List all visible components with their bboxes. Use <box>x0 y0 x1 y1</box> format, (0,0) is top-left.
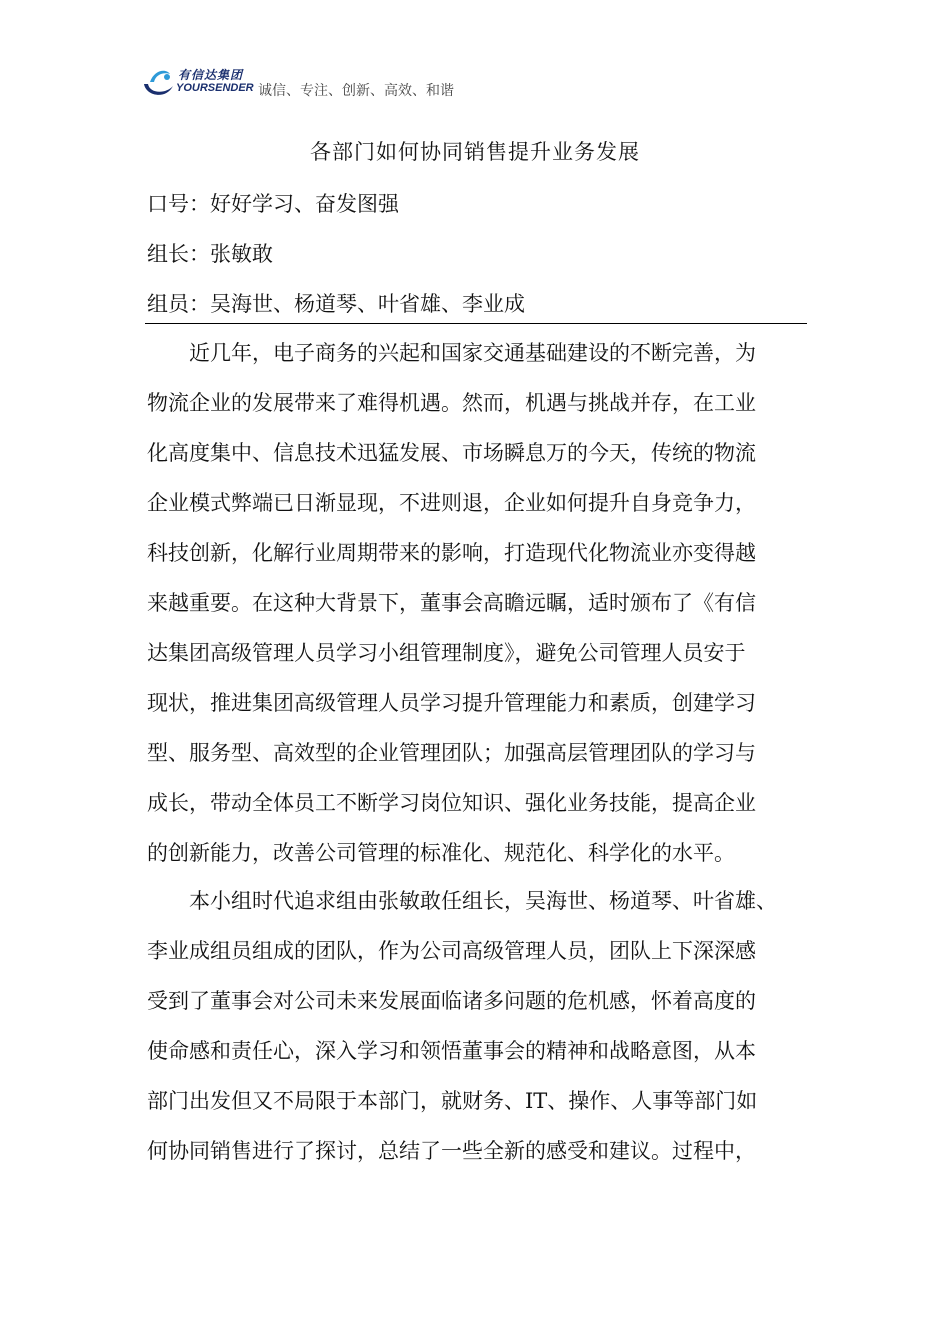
paragraph-line: 达集团高级管理人员学习小组管理制度》，避免公司管理人员安于 <box>147 641 746 665</box>
group-leader: 组长：张敏敢 <box>147 242 273 266</box>
paragraph-line: 受到了董事会对公司未来发展面临诸多问题的危机感，怀着高度的 <box>147 989 756 1013</box>
company-slogan: 诚信、专注、创新、高效、和谐 <box>258 83 454 99</box>
paragraph-line: 现状，推进集团高级管理人员学习提升管理能力和素质，创建学习 <box>147 691 756 715</box>
paragraph-line: 企业模式弊端已日渐显现，不进则退，企业如何提升自身竞争力， <box>147 491 756 515</box>
header-divider <box>145 323 807 324</box>
paragraph-line: 何协同销售进行了探讨，总结了一些全新的感受和建议。过程中， <box>147 1139 756 1163</box>
paragraph-line: 李业成组员组成的团队，作为公司高级管理人员，团队上下深深感 <box>147 939 756 963</box>
group-slogan: 口号：好好学习、奋发图强 <box>147 192 399 216</box>
logo-chinese-name: 有信达集团 <box>178 68 244 82</box>
paragraph-2 <box>147 886 797 1186</box>
paragraph-line: 的创新能力，改善公司管理的标准化、规范化、科学化的水平。 <box>147 841 735 865</box>
paragraph-line: 物流企业的发展带来了难得机遇。然而，机遇与挑战并存，在工业 <box>147 391 756 415</box>
paragraph-1 <box>147 338 797 888</box>
group-members: 组员：吴海世、杨道琴、叶省雄、李业成 <box>147 292 525 316</box>
paragraph-line: 近几年，电子商务的兴起和国家交通基础建设的不断完善，为 <box>147 341 756 365</box>
logo-english-name: YOURSENDER <box>176 82 254 94</box>
company-logo-icon <box>140 64 176 100</box>
paragraph-line: 成长，带动全体员工不断学习岗位知识、强化业务技能，提高企业 <box>147 791 756 815</box>
page-header <box>140 64 560 104</box>
paragraph-line: 科技创新，化解行业周期带来的影响，打造现代化物流业亦变得越 <box>147 541 756 565</box>
paragraph-line: 化高度集中、信息技术迅猛发展、市场瞬息万的今天，传统的物流 <box>147 441 756 465</box>
paragraph-line: 部门出发但又不局限于本部门，就财务、IT、操作、人事等部门如 <box>147 1089 758 1113</box>
paragraph-line: 来越重要。在这种大背景下，董事会高瞻远瞩，适时颁布了《有信 <box>147 591 756 615</box>
paragraph-line: 本小组时代追求组由张敏敢任组长，吴海世、杨道琴、叶省雄、 <box>147 889 777 913</box>
paragraph-line: 使命感和责任心，深入学习和领悟董事会的精神和战略意图，从本 <box>147 1039 756 1063</box>
document-title: 各部门如何协同销售提升业务发展 <box>310 140 640 164</box>
paragraph-line: 型、服务型、高效型的企业管理团队；加强高层管理团队的学习与 <box>147 741 756 765</box>
